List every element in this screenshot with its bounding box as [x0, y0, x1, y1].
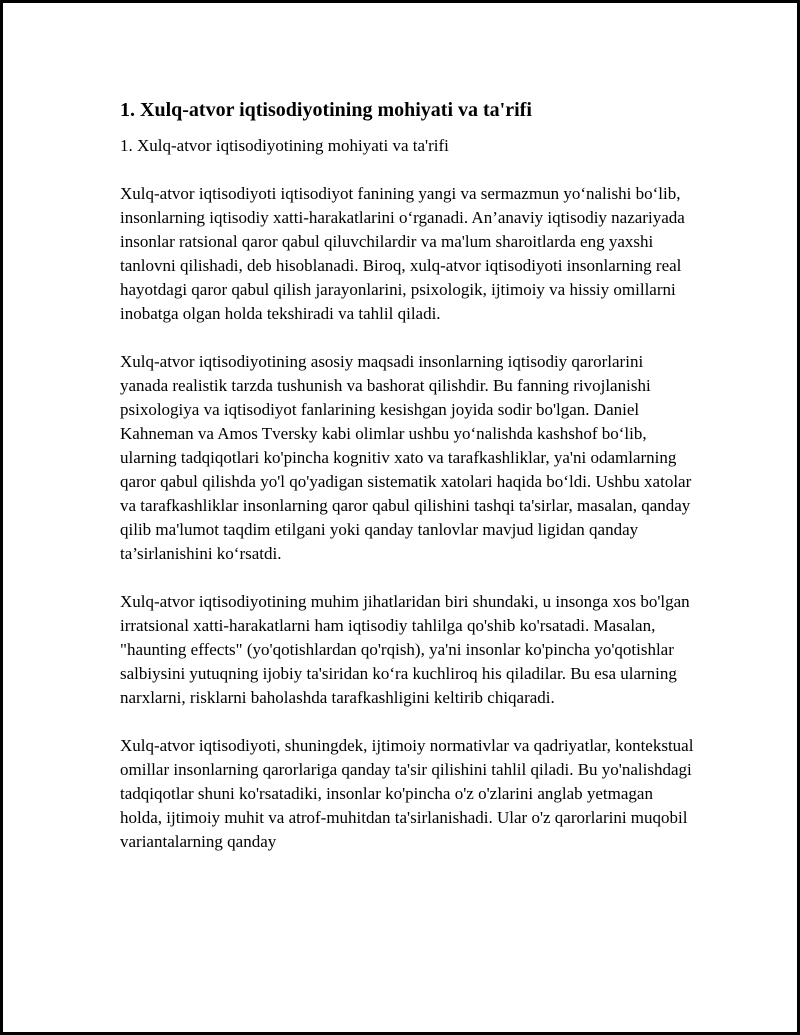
paragraph-3: Xulq-atvor iqtisodiyotining muhim jihatlaridan biri shundaki, u insonga xos bo'lgan irratsional xatti-harakatlarni ham iqtisodiy tahlilga qo'shib ko'rsatadi. Masalan, "haunting effects" (yo'qotishlardan qo'rqish), ya'ni insonlar ko'pincha yo'qotishlar salbiysini yutuqning ijobiy ta'siridan ko‘ra kuchliroq his qiladilar. Bu esa ularning narxlarni, risklarni baholashda tarafkashligini keltirib chiqaradi.	[120, 592, 690, 707]
document-body	[120, 96, 695, 878]
document-heading: 1. Xulq-atvor iqtisodiyotining mohiyati va ta'rifi	[120, 99, 532, 121]
paragraph-2: Xulq-atvor iqtisodiyotining asosiy maqsadi insonlarning iqtisodiy qarorlarini yanada realistik tarzda tushunish va bashorat qilishdir. Bu fanning rivojlanishi psixologiya va iqtisodiyot fanlarining kesishgan joyida sodir bo'lgan. Daniel Kahneman va Amos Tversky kabi olimlar ushbu yo‘nalishda kashshof bo‘lib, ularning tadqiqotlari ko'pincha kognitiv xato va tarafkashliklar, ya'ni odamlarning qaror qabul qilishda yo'l qo'yadigan sistematik xatolari haqida bo‘ldi. Ushbu xatolar va tarafkashliklar insonlarning qaror qabul qilishini tashqi ta'sirlar, masalan, qanday qilib ma'lumot taqdim etilgani yoki qanday tanlovlar mavjud ligidan qanday ta’sirlanishini ko‘rsatdi.	[120, 352, 692, 563]
paragraph-1: Xulq-atvor iqtisodiyoti iqtisodiyot fanining yangi va sermazmun yo‘nalishi bo‘lib, insonlarning iqtisodiy xatti-harakatlarini o‘rganadi. An’anaviy iqtisodiy nazariyada insonlar ratsional qaror qabul qiluvchilardir va ma'lum sharoitlarda eng yaxshi tanlovni qilishadi, deb hisoblanadi. Biroq, xulq-atvor iqtisodiyoti insonlarning real hayotdagi qaror qabul qilish jarayonlarini, psixologik, ijtimoiy va hissiy omillarni inobatga olgan holda tekshiradi va tahlil qiladi.	[120, 184, 685, 323]
document-subheading: 1. Xulq-atvor iqtisodiyotining mohiyati va ta'rifi	[120, 136, 449, 155]
paragraph-4: Xulq-atvor iqtisodiyoti, shuningdek, ijtimoiy normativlar va qadriyatlar, kontekstual omillar insonlarning qarorlariga qanday ta'sir qilishini tahlil qiladi. Bu yo'nalishdagi tadqiqotlar shuni ko'rsatadiki, insonlar ko'pincha o'z o'zlarini anglab yetmagan holda, ijtimoiy muhit va atrof-muhitdan ta'sirlanishadi. Ular o'z qarorlarini muqobil variantalarning qanday	[120, 736, 694, 851]
